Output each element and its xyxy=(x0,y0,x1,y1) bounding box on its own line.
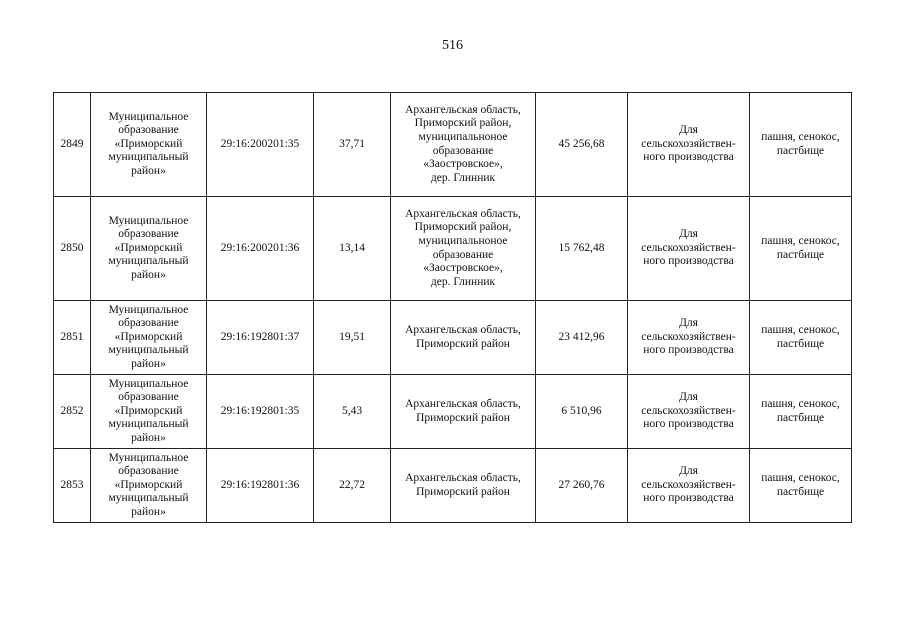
cell-owner-line: район» xyxy=(131,505,166,518)
table-row xyxy=(54,449,852,523)
cell-area: 5,43 xyxy=(314,375,391,449)
cell-land-use xyxy=(750,301,852,375)
cell-number: 2849 xyxy=(54,93,91,197)
cell-owner-line: «Приморский xyxy=(114,478,183,491)
cell-purpose-line: сельскохозяйствен- xyxy=(641,241,736,254)
cell-area: 22,72 xyxy=(314,449,391,523)
cell-address-line: образование xyxy=(432,144,494,157)
cell-address xyxy=(391,197,536,301)
cell-cadastral-value: 27 260,76 xyxy=(536,449,628,523)
cell-owner-line: Муниципальное xyxy=(108,303,189,316)
cell-area: 13,14 xyxy=(314,197,391,301)
cell-cadastral-number: 29:16:200201:35 xyxy=(207,93,314,197)
cell-land-use xyxy=(750,449,852,523)
cell-purpose-line: Для xyxy=(679,391,698,404)
cell-purpose-line: Для xyxy=(679,228,698,241)
cell-address xyxy=(391,93,536,197)
cell-owner-line: Муниципальное xyxy=(108,214,189,227)
table-row xyxy=(54,301,852,375)
cell-owner-line: «Приморский xyxy=(114,241,183,254)
cell-owner-line: район» xyxy=(131,164,166,177)
cell-address-line: образование xyxy=(432,248,494,261)
table-row xyxy=(54,93,852,197)
cell-cadastral-number: 29:16:192801:35 xyxy=(207,375,314,449)
cell-owner-line: район» xyxy=(131,431,166,444)
cell-owner-line: Муниципальное xyxy=(108,377,189,390)
cell-owner-line: образование xyxy=(118,317,179,330)
page-number: 516 xyxy=(442,38,463,53)
cell-land-use-line: пастбище xyxy=(776,337,825,350)
cell-land-use-line: пастбище xyxy=(776,144,825,157)
cell-address-line: Приморский район xyxy=(416,485,510,498)
cell-owner-line: муниципальный xyxy=(108,151,189,164)
cell-purpose-line: сельскохозяйствен- xyxy=(641,478,736,491)
cell-purpose xyxy=(628,449,750,523)
cell-purpose-line: сельскохозяйствен- xyxy=(641,137,736,150)
cell-owner-line: Муниципальное xyxy=(108,110,189,123)
cell-address-line: Приморский район, xyxy=(414,117,512,130)
cell-owner-line: «Приморский xyxy=(114,137,183,150)
cell-purpose-line: Для xyxy=(679,124,698,137)
cell-number: 2852 xyxy=(54,375,91,449)
cell-owner xyxy=(91,449,207,523)
cell-address-line: Архангельская область, xyxy=(405,103,521,116)
cell-address xyxy=(391,301,536,375)
cell-purpose xyxy=(628,93,750,197)
cell-owner xyxy=(91,93,207,197)
cell-cadastral-number: 29:16:192801:37 xyxy=(207,301,314,375)
cell-address-line: Архангельская область, xyxy=(405,207,521,220)
cell-land-use-line: пашня, сенокос, xyxy=(761,323,840,336)
cell-address-line: Архангельская область, xyxy=(405,471,521,484)
cell-cadastral-value: 23 412,96 xyxy=(536,301,628,375)
cell-cadastral-number: 29:16:200201:36 xyxy=(207,197,314,301)
cell-number: 2853 xyxy=(54,449,91,523)
cell-cadastral-number: 29:16:192801:36 xyxy=(207,449,314,523)
cell-owner-line: муниципальный xyxy=(108,492,189,505)
cell-owner-line: район» xyxy=(131,268,166,281)
cell-land-use xyxy=(750,93,852,197)
cell-purpose-line: ного производства xyxy=(643,344,734,357)
cell-owner xyxy=(91,197,207,301)
cell-address xyxy=(391,449,536,523)
cell-owner-line: образование xyxy=(118,465,179,478)
cell-cadastral-value: 15 762,48 xyxy=(536,197,628,301)
table-body xyxy=(54,93,852,523)
cell-purpose-line: сельскохозяйствен- xyxy=(641,330,736,343)
cell-purpose-line: ного производства xyxy=(643,255,734,268)
table-row xyxy=(54,375,852,449)
cell-address-line: Архангельская область, xyxy=(405,397,521,410)
cell-cadastral-value: 45 256,68 xyxy=(536,93,628,197)
cell-owner-line: Муниципальное xyxy=(108,451,189,464)
cell-address-line: дер. Глинник xyxy=(430,171,496,184)
cell-purpose-line: сельскохозяйствен- xyxy=(641,404,736,417)
cell-owner xyxy=(91,375,207,449)
cell-land-use-line: пашня, сенокос, xyxy=(761,130,840,143)
cell-owner-line: «Приморский xyxy=(114,330,183,343)
cell-address-line: «Заостровское», xyxy=(423,158,503,171)
cell-number: 2850 xyxy=(54,197,91,301)
cell-owner-line: район» xyxy=(131,357,166,370)
cell-purpose xyxy=(628,375,750,449)
table-row xyxy=(54,197,852,301)
cell-address-line: муниципальноное xyxy=(418,130,508,143)
cell-area: 37,71 xyxy=(314,93,391,197)
cell-address-line: муниципальноное xyxy=(418,234,508,247)
cell-address-line: дер. Глинник xyxy=(430,275,496,288)
cell-purpose-line: ного производства xyxy=(643,492,734,505)
cell-address-line: Приморский район xyxy=(416,411,510,424)
cell-area: 19,51 xyxy=(314,301,391,375)
cell-purpose xyxy=(628,197,750,301)
cell-purpose-line: Для xyxy=(679,317,698,330)
cell-owner-line: муниципальный xyxy=(108,418,189,431)
cell-land-use xyxy=(750,197,852,301)
cell-address-line: Архангельская область, xyxy=(405,323,521,336)
cell-owner-line: «Приморский xyxy=(114,404,183,417)
cell-address-line: «Заостровское», xyxy=(423,262,503,275)
cell-purpose-line: Для xyxy=(679,465,698,478)
cell-owner-line: муниципальный xyxy=(108,255,189,268)
cell-land-use-line: пашня, сенокос, xyxy=(761,234,840,247)
cell-land-use-line: пастбище xyxy=(776,485,825,498)
cell-owner-line: муниципальный xyxy=(108,344,189,357)
cell-land-use-line: пастбище xyxy=(776,248,825,261)
cell-address-line: Приморский район xyxy=(416,337,510,350)
cell-cadastral-value: 6 510,96 xyxy=(536,375,628,449)
cell-purpose-line: ного производства xyxy=(643,151,734,164)
cell-purpose-line: ного производства xyxy=(643,418,734,431)
cell-address-line: Приморский район, xyxy=(414,221,512,234)
cell-owner-line: образование xyxy=(118,391,179,404)
cell-land-use-line: пашня, сенокос, xyxy=(761,397,840,410)
cell-address xyxy=(391,375,536,449)
land-registry-table xyxy=(53,92,852,523)
cell-purpose xyxy=(628,301,750,375)
cell-land-use xyxy=(750,375,852,449)
cell-owner-line: образование xyxy=(118,228,179,241)
cell-land-use-line: пашня, сенокос, xyxy=(761,471,840,484)
cell-number: 2851 xyxy=(54,301,91,375)
cell-land-use-line: пастбище xyxy=(776,411,825,424)
cell-owner xyxy=(91,301,207,375)
cell-owner-line: образование xyxy=(118,124,179,137)
